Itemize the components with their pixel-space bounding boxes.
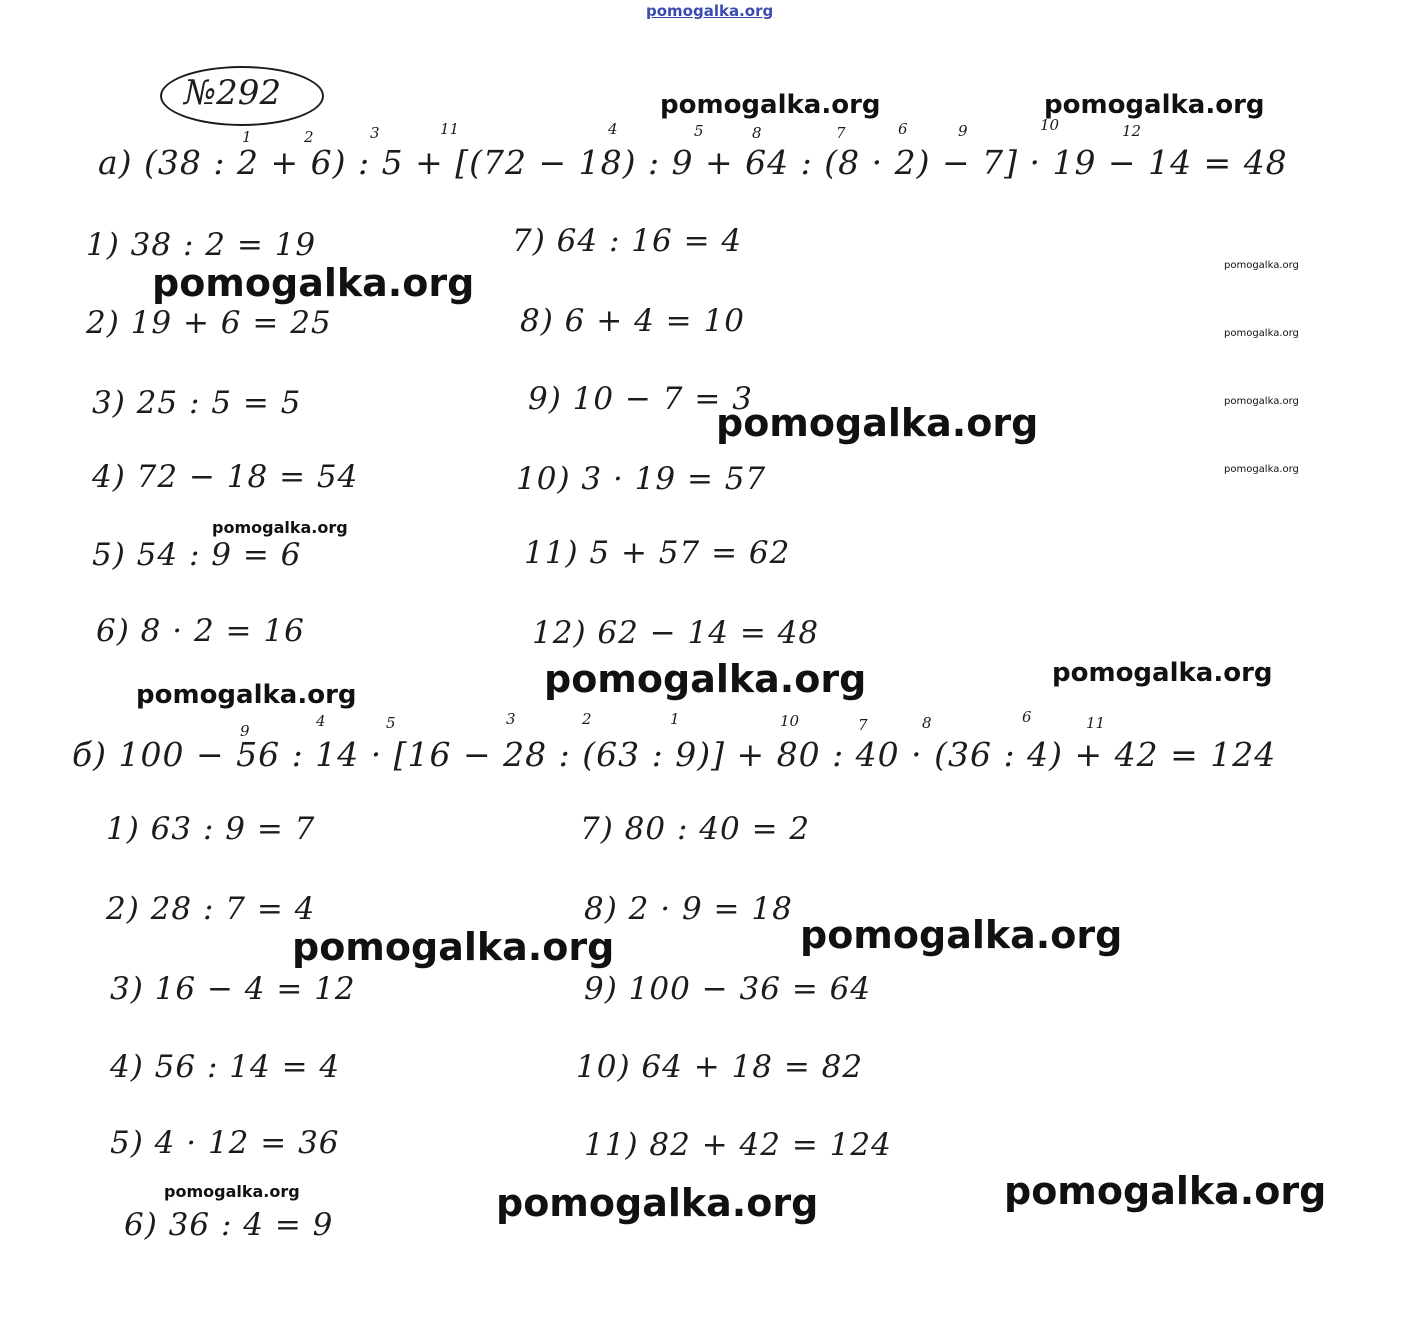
watermark: pomogalka.org xyxy=(660,90,881,120)
problem-number: №292 xyxy=(184,73,282,113)
watermark: pomogalka.org xyxy=(716,401,1039,445)
watermark: pomogalka.org xyxy=(164,1182,300,1201)
part-a-step: 1) 38 : 2 = 19 xyxy=(86,227,317,263)
watermark: pomogalka.org xyxy=(1052,658,1273,688)
watermark: pomogalka.org xyxy=(1224,328,1299,339)
part-b-step: 7) 80 : 40 = 2 xyxy=(580,811,811,847)
part-b-order-mark: 7 xyxy=(858,716,868,734)
part-a-order-mark: 11 xyxy=(440,120,460,138)
part-a-step: 6) 8 · 2 = 16 xyxy=(96,613,305,649)
part-a-order-mark: 2 xyxy=(304,128,314,146)
part-a-order-mark: 10 xyxy=(1040,116,1060,134)
part-b-order-mark: 8 xyxy=(922,714,932,732)
part-a-step: 2) 19 + 6 = 25 xyxy=(86,305,332,341)
part-b-step: 9) 100 − 36 = 64 xyxy=(584,971,872,1007)
watermark: pomogalka.org xyxy=(496,1181,819,1225)
part-a-step: 5) 54 : 9 = 6 xyxy=(92,537,302,573)
part-a-order-mark: 6 xyxy=(898,120,908,138)
part-b-step: 4) 56 : 14 = 4 xyxy=(110,1049,341,1085)
part-b-step: 1) 63 : 9 = 7 xyxy=(106,811,316,847)
part-b-order-mark: 1 xyxy=(670,710,680,728)
part-b-order-mark: 11 xyxy=(1086,714,1106,732)
part-a-step: 12) 62 − 14 = 48 xyxy=(532,615,820,651)
part-b-order-mark: 3 xyxy=(506,710,516,728)
part-b-step: 5) 4 · 12 = 36 xyxy=(110,1125,340,1161)
part-a-step: 3) 25 : 5 = 5 xyxy=(92,385,302,421)
part-a-order-mark: 7 xyxy=(836,124,846,142)
part-a-step: 11) 5 + 57 = 62 xyxy=(524,535,791,571)
watermark: pomogalka.org xyxy=(212,518,348,537)
watermark: pomogalka.org xyxy=(152,261,475,305)
part-a-step: 4) 72 − 18 = 54 xyxy=(92,459,359,495)
part-a-order-mark: 8 xyxy=(752,124,762,142)
watermark: pomogalka.org xyxy=(136,680,357,710)
part-b-order-mark: 9 xyxy=(240,722,250,740)
watermark: pomogalka.org xyxy=(1224,260,1299,271)
part-a-order-mark: 5 xyxy=(694,122,704,140)
part-a-step: 10) 3 · 19 = 57 xyxy=(516,461,767,497)
watermark: pomogalka.org xyxy=(544,657,867,701)
watermark: pomogalka.org xyxy=(1224,464,1299,475)
part-b-order-mark: 10 xyxy=(780,712,800,730)
part-b-order-mark: 2 xyxy=(582,710,592,728)
part-a-order-mark: 3 xyxy=(370,124,380,142)
part-b-expression: б) 100 − 56 : 14 · [16 − 28 : (63 : 9)] + 80 : 40 · (36 : 4) + 42 = 124 xyxy=(72,735,1277,774)
part-b-step: 2) 28 : 7 = 4 xyxy=(106,891,316,927)
watermark: pomogalka.org xyxy=(1004,1169,1327,1213)
part-a-step: 9) 10 − 7 = 3 xyxy=(528,381,753,417)
part-b-order-mark: 4 xyxy=(316,712,326,730)
watermark: pomogalka.org xyxy=(1224,396,1299,407)
part-a-order-mark: 1 xyxy=(242,128,252,146)
watermark: pomogalka.org xyxy=(292,925,615,969)
watermark: pomogalka.org xyxy=(1044,90,1265,120)
part-b-order-mark: 6 xyxy=(1022,708,1032,726)
part-b-step: 8) 2 · 9 = 18 xyxy=(584,891,793,927)
site-header-link[interactable]: pomogalka.org xyxy=(646,2,774,20)
watermark: pomogalka.org xyxy=(800,913,1123,957)
part-b-step: 6) 36 : 4 = 9 xyxy=(124,1207,334,1243)
part-a-order-mark: 12 xyxy=(1122,122,1142,140)
part-b-step: 3) 16 − 4 = 12 xyxy=(110,971,356,1007)
part-a-step: 8) 6 + 4 = 10 xyxy=(520,303,745,339)
part-a-step: 7) 64 : 16 = 4 xyxy=(512,223,743,259)
part-a-order-mark: 9 xyxy=(958,122,968,140)
part-a-order-mark: 4 xyxy=(608,120,618,138)
part-b-step: 10) 64 + 18 = 82 xyxy=(576,1049,864,1085)
part-b-step: 11) 82 + 42 = 124 xyxy=(584,1127,892,1163)
part-a-expression: а) (38 : 2 + 6) : 5 + [(72 − 18) : 9 + 64 : (8 · 2) − 7] · 19 − 14 = 48 xyxy=(98,143,1288,182)
part-b-order-mark: 5 xyxy=(386,714,396,732)
